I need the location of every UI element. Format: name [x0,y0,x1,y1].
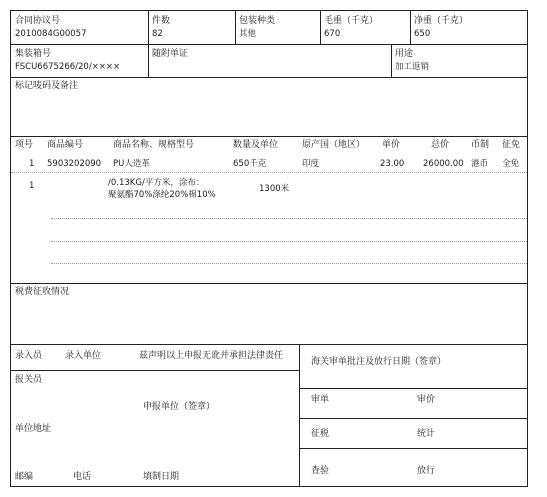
postcode-label: 邮编 [15,472,34,482]
dotted-rule [51,263,527,264]
rule-purpose-col [391,44,392,77]
container-label: 集装箱号 [15,49,52,59]
rule-entry-bottom [11,370,299,371]
gross-weight-label: 毛重（千克） [324,16,379,26]
col-header-exemption: 征免 [502,140,521,150]
customs-declaration-form [10,10,528,487]
dotted-rule [51,241,527,242]
rule-header-col4 [410,11,411,44]
purpose-value: 加工返销 [395,62,430,72]
inspection-label: 查验 [311,466,330,476]
row1-name: PU人造革 [113,159,150,169]
row1-exemption: 全免 [502,159,520,169]
customs-approval-label: 海关审单批注及放行日期（签章） [311,357,447,367]
row1-total: 26000.00 [423,159,464,169]
dotted-rule [51,218,527,219]
col-header-unit-price: 单价 [382,140,401,150]
release-label: 放行 [417,466,436,476]
broker-label: 报关员 [15,375,43,385]
review-label: 审单 [311,395,330,405]
entry-unit-label: 录入单位 [65,351,102,361]
dotted-rule [11,172,527,173]
col-header-origin: 原产国（地区） [302,140,366,150]
col-header-code: 商品编号 [47,140,84,150]
statistics-label: 统计 [417,429,436,439]
col-header-total: 总价 [431,140,450,150]
row2-item-no: 1 [29,181,35,191]
container-value: FSCU6675266/20/×××× [15,62,121,72]
rule-customs-sep1 [299,388,527,389]
row1-quantity: 650千克 [233,159,267,169]
row2-spec-line1: /0.13KG/平方米，涂布： [108,178,205,188]
levy-label: 征税 [311,429,330,439]
row1-item-no: 1 [29,159,35,169]
rule-customs-sep3 [299,448,527,449]
rule-container-bottom [11,77,527,78]
rule-marks-bottom [11,136,527,137]
gross-weight-value: 670 [324,29,341,39]
entry-clerk-label: 录入员 [15,351,43,361]
pricing-label: 审价 [417,395,436,405]
contract-no-value: 2010084G00057 [15,29,87,39]
rule-tax-bottom [11,344,527,345]
rule-header-col2 [235,11,236,44]
package-type-label: 包装种类 [239,16,276,26]
col-header-name: 商品名称、规格型号 [113,140,195,150]
unit-address-label: 单位地址 [15,424,52,434]
net-weight-label: 净重（千克） [414,16,469,26]
row1-currency: 港币 [471,159,489,169]
contract-no-label: 合同协议号 [15,16,61,26]
pieces-label: 件数 [152,16,171,26]
row2-quantity: 1300米 [259,184,290,194]
row2-spec-line2: 聚氨酯70%涤纶20%棉10% [108,190,216,200]
pieces-value: 82 [152,29,163,39]
package-type-value: 其他 [239,29,257,39]
applicant-unit-label: 申报单位（签章） [143,402,216,412]
rule-footer-col [299,344,300,486]
net-weight-value: 650 [414,29,431,39]
rule-header-col3 [320,11,321,44]
col-header-item-no: 项号 [15,140,34,150]
documents-label: 随附单证 [152,49,189,59]
rule-items-bottom [11,283,527,284]
rule-header-bottom [11,44,527,45]
tax-label: 税费征收情况 [15,287,70,297]
row1-origin: 印度 [302,159,320,169]
col-header-quantity: 数量及单位 [233,140,279,150]
row1-code: 5903202090 [47,159,102,169]
rule-header-col1 [148,11,149,77]
row1-unit-price: 23.00 [380,159,405,169]
declaration-text: 兹声明以上申报无讹并承担法律责任 [139,351,284,361]
col-header-currency: 币制 [471,140,490,150]
rule-customs-sep2 [299,418,527,419]
marks-label: 标记唛码及备注 [15,81,79,91]
fill-date-label: 填制日期 [143,472,180,482]
phone-label: 电话 [73,472,92,482]
purpose-label: 用途 [395,49,414,59]
